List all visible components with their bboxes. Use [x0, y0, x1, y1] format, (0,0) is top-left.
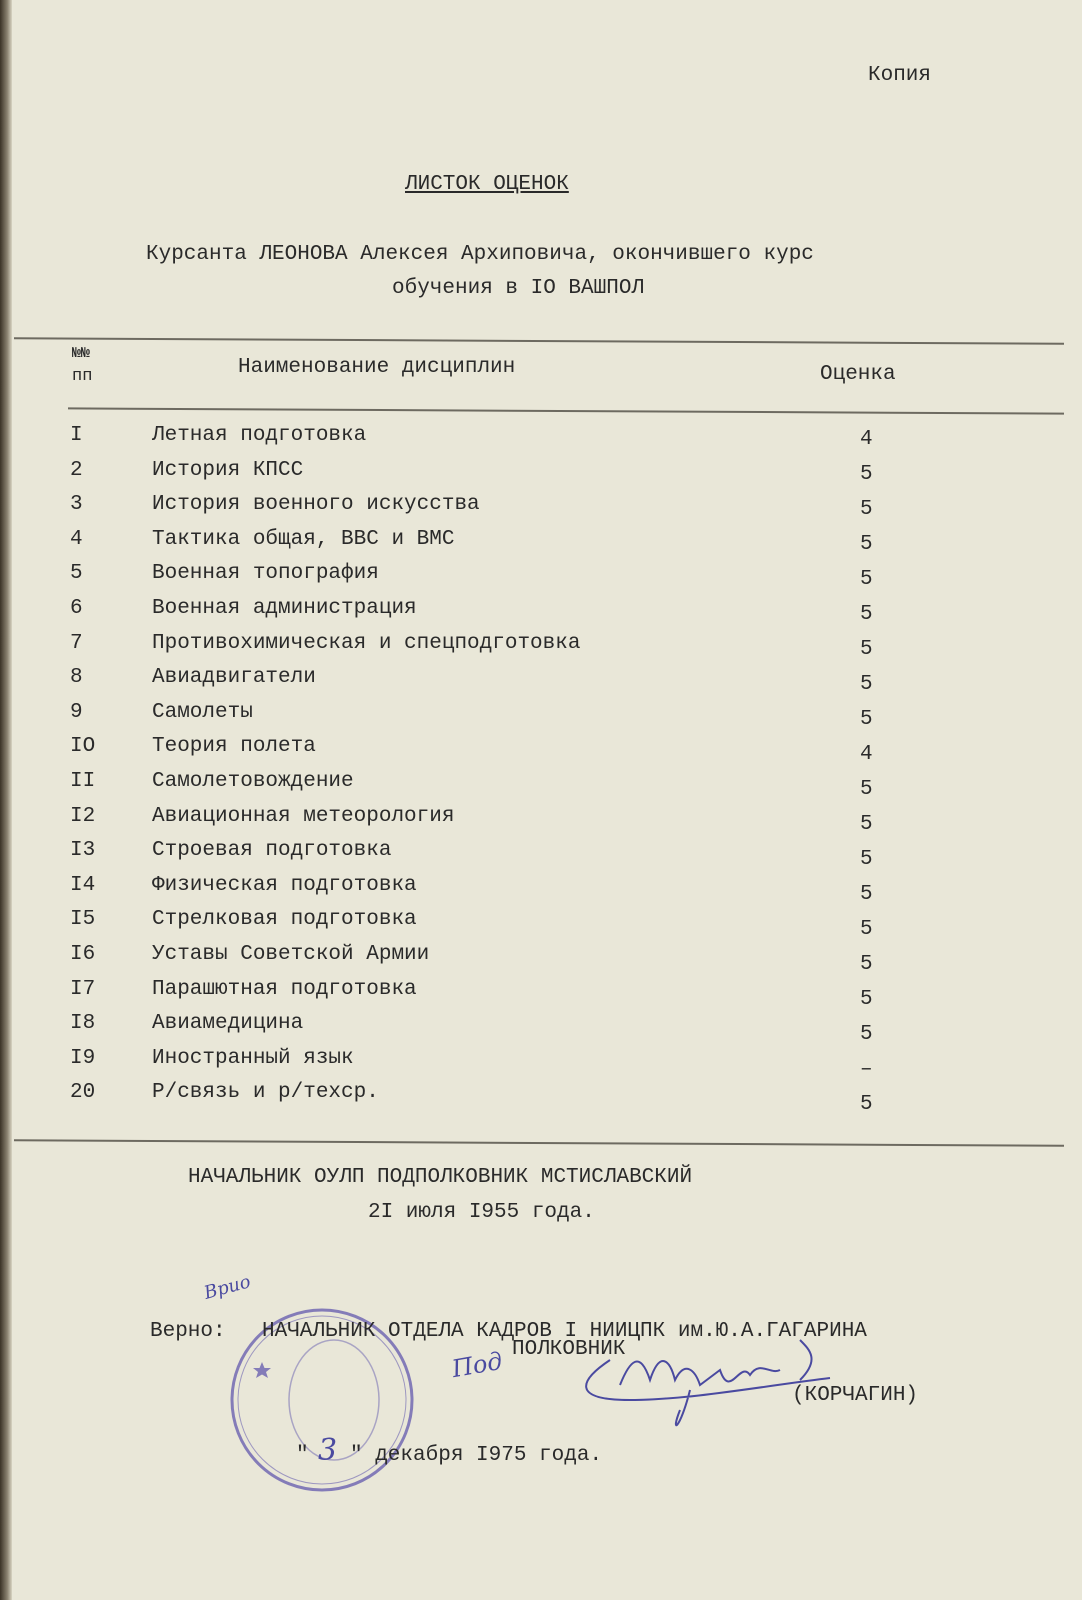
discipline-name: История КПСС	[152, 458, 304, 482]
table-row	[0, 874, 1082, 908]
stamp-star-icon	[253, 1362, 271, 1378]
row-number: I3	[70, 839, 96, 863]
table-row	[0, 839, 1082, 873]
discipline-name: Физическая подготовка	[152, 873, 417, 897]
handwritten-prefix-2: Под	[449, 1346, 505, 1384]
table-row	[0, 908, 1082, 942]
row-number: I6	[70, 943, 96, 966]
grade-value: 4	[860, 742, 873, 766]
row-number: 3	[70, 493, 83, 517]
row-number: 4	[70, 527, 83, 551]
discipline-name: Противохимическая и спецподготовка	[152, 631, 581, 655]
table-row	[0, 424, 1082, 458]
table-row	[0, 1047, 1082, 1081]
table-row	[0, 1012, 1082, 1046]
row-number: I4	[70, 873, 96, 897]
grade-value: 5	[860, 917, 873, 941]
row-number: II	[70, 770, 96, 793]
header-name: Наименование дисциплин	[238, 356, 516, 379]
discipline-name: Р/связь и р/техср.	[152, 1081, 379, 1105]
discipline-name: Авиамедицина	[152, 1012, 304, 1036]
date-day-handwritten: 3	[318, 1433, 338, 1468]
discipline-name: Самолетовождение	[152, 770, 354, 793]
table-row	[0, 770, 1082, 804]
row-number: 5	[70, 562, 83, 586]
table-header-rule	[68, 407, 1064, 414]
row-number: I5	[70, 908, 96, 932]
discipline-name: Стрелковая подготовка	[152, 908, 417, 932]
grade-value: 5	[860, 812, 873, 836]
grade-value: 5	[860, 953, 873, 976]
grade-value: 5	[860, 497, 873, 521]
grade-value: 5	[860, 672, 873, 696]
row-number: 2	[70, 458, 83, 482]
date-quote-open: "	[296, 1444, 309, 1467]
copy-label: Копия	[868, 64, 932, 87]
grade-value: 5	[860, 882, 873, 906]
row-number: I8	[70, 1012, 96, 1036]
table-top-rule	[14, 337, 1064, 344]
discipline-name: Самолеты	[152, 700, 253, 724]
table-row	[0, 1081, 1082, 1115]
certify-label: Верно:	[150, 1320, 226, 1343]
discipline-name: Военная топография	[152, 562, 379, 586]
row-number: 7	[70, 631, 83, 655]
grade-value: 5	[860, 1022, 873, 1046]
header-num-line-2: пп	[72, 367, 93, 386]
row-number: I7	[70, 977, 96, 1001]
row-number: 20	[70, 1081, 96, 1105]
document-title: ЛИСТОК ОЦЕНОК	[405, 173, 569, 196]
grade-value: 5	[860, 707, 873, 731]
row-number: 6	[70, 597, 83, 620]
discipline-name: Строевая подготовка	[152, 839, 392, 863]
table-row	[0, 493, 1082, 527]
signoff-line-2: 2I июля I955 года.	[368, 1201, 595, 1224]
row-number: 8	[70, 666, 83, 690]
table-row	[0, 597, 1082, 631]
discipline-name: Авиадвигатели	[152, 666, 316, 690]
date-rest: " декабря I975 года.	[350, 1444, 603, 1467]
discipline-name: Теория полета	[152, 735, 316, 759]
table-row	[0, 528, 1082, 562]
table-row	[0, 666, 1082, 700]
subtitle-line-1: Курсанта ЛЕОНОВА Алексея Архиповича, окончившего курс	[146, 243, 814, 266]
discipline-name: Парашютная подготовка	[152, 977, 417, 1001]
discipline-name: Военная администрация	[152, 597, 417, 620]
table-row	[0, 978, 1082, 1012]
row-number: I2	[70, 804, 96, 828]
discipline-name: Тактика общая, ВВС и ВМС	[152, 527, 455, 551]
grade-value: 5	[860, 603, 873, 626]
discipline-name: Летная подготовка	[152, 424, 367, 447]
row-number: IO	[70, 735, 96, 759]
table-row	[0, 805, 1082, 839]
header-grade: Оценка	[820, 363, 896, 386]
subtitle-line-2: обучения в IO ВАШПОЛ	[392, 277, 645, 300]
grade-value: 4	[860, 428, 873, 451]
discipline-name: История военного искусства	[152, 493, 480, 517]
discipline-name: Иностранный язык	[152, 1046, 354, 1070]
signer-name: (КОРЧАГИН)	[792, 1384, 919, 1407]
row-number: I9	[70, 1046, 96, 1070]
discipline-name: Уставы Советской Армии	[152, 943, 430, 966]
header-num-line-1: №№	[72, 345, 91, 362]
table-row	[0, 735, 1082, 769]
grade-value: 5	[860, 847, 873, 871]
table-row	[0, 562, 1082, 596]
signoff-line-1: НАЧАЛЬНИК ОУЛП ПОДПОЛКОВНИК МСТИСЛАВСКИЙ	[188, 1166, 693, 1189]
grade-value: 5	[860, 1092, 873, 1116]
table-row	[0, 701, 1082, 735]
row-number: 9	[70, 700, 83, 724]
grade-value: 5	[860, 567, 873, 591]
table-row	[0, 632, 1082, 666]
grade-value: 5	[860, 532, 873, 556]
grade-value: –	[860, 1057, 873, 1081]
grade-value: 5	[860, 778, 873, 801]
certify-line-1: НАЧАЛЬНИК ОТДЕЛА КАДРОВ I НИИЦПК им.Ю.А.ГАГАРИНА	[262, 1320, 867, 1343]
grade-value: 5	[860, 637, 873, 661]
table-row	[0, 459, 1082, 493]
grade-value: 5	[860, 987, 873, 1011]
table-bottom-rule	[14, 1139, 1064, 1146]
row-number: I	[70, 424, 83, 447]
grade-value: 5	[860, 462, 873, 486]
table-row	[0, 943, 1082, 977]
discipline-name: Авиационная метеорология	[152, 804, 455, 828]
certify-line-2: ПОЛКОВНИК	[512, 1338, 626, 1361]
handwritten-prefix-1: Врио	[201, 1271, 253, 1304]
